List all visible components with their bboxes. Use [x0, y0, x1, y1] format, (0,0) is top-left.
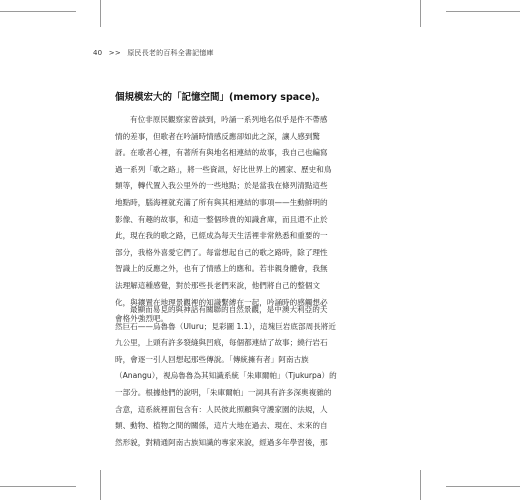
paragraph-2: [115, 302, 380, 451]
crop-mark-top-right-h: [446, 11, 520, 12]
crop-mark-bottom-right-v: [420, 470, 421, 500]
paragraph-line: 會格外強烈吧。: [115, 314, 169, 324]
crop-mark-top-left-v: [100, 0, 101, 27]
paragraph-line: 過一系列「歌之路」，將一些資訊，好比世界上的國家、歷史和鳥: [115, 164, 332, 174]
paragraph-line: 此，現在我的歌之路，已經成為每天生活裡非常熟悉和重要的一: [115, 231, 328, 241]
paragraph-line: 法理解這種感覺，對於那些長老們來說，他們將自己的整個文: [115, 280, 321, 290]
page-number: 40: [93, 49, 103, 57]
paragraph-line: 然巨石——烏魯魯（Uluru；見彩圖 1.1），這塊巨岩底部周長將近: [115, 321, 336, 331]
paragraph-1: [115, 112, 380, 328]
paragraph-line: 然形貌，對精通阿南古族知識的專家來說，經過多年學習後，那: [115, 437, 328, 447]
paragraph-line: 類等，轉代置入我公里外的一些地點；於是當我在條列清點這些: [115, 181, 328, 191]
crop-mark-bottom-left-h: [0, 486, 76, 487]
paragraph-line: 化，與鑲置在地理景觀裡的知識繫縛在一起，吟誦時的感觸想必: [115, 297, 328, 307]
crop-mark-top-left-h: [0, 11, 76, 12]
book-title: 原民長老的百科全書記憶庫: [127, 49, 214, 57]
paragraph-line: 有位非原民觀察家曾談到，吟誦一系列地名似乎是件不帶感: [130, 115, 328, 124]
section-heading: 個規模宏大的「記憶空間」(memory space)。: [115, 92, 326, 103]
crop-mark-bottom-right-h: [446, 486, 520, 487]
paragraph-line: 影像、有趣的故事，和這一整個珍貴的知識倉庫，而且還不止於: [115, 214, 328, 224]
paragraph-line: 訝。在歌者心裡，有著所有與地名相連結的故事，我自己也編寫: [115, 148, 328, 158]
paragraph-line: 一部分。根據他們的說明，「朱庫爾帕」一詞具有許多深奧複雜的: [115, 387, 332, 397]
crop-mark-top-right-v: [420, 0, 421, 27]
paragraph-line: 情的差事，但歌者在吟誦時情感反應卻如此之深，讓人感到驚: [115, 131, 321, 141]
running-head-separator: >>: [108, 49, 121, 57]
running-head: [93, 48, 218, 58]
crop-mark-bottom-left-v: [100, 470, 101, 500]
paragraph-line: 時，會逐一引人回想起那些傳說。「傳統擁有者」阿南古族: [115, 354, 309, 364]
paragraph-line: 地點時，腦海裡就充滿了所有與其相連結的事項——生動鮮明的: [115, 197, 328, 207]
paragraph-line: 類、動物、植物之間的關係，這片大地在過去、現在、未來的自: [115, 421, 328, 431]
paragraph-line: 最顯而易見的與神話有關聯的自然景觀，是中澳大利亞的天: [130, 305, 328, 314]
paragraph-line: 部分，我格外喜愛它們了。每當想起自己的歌之路時，除了理性: [115, 247, 328, 257]
paragraph-line: （Anangu），視烏魯魯為其知識系統「朱庫爾帕」（Tjukurpa）的: [115, 371, 337, 381]
paragraph-line: 智識上的反應之外，也有了情感上的應和。若非親身體會，我無: [115, 264, 328, 274]
paragraph-line: 含意，這系統裡面包含有：人民彼此照顧與守護家園的法規，人: [115, 404, 328, 414]
paragraph-line: 九公里，上頭有許多裂縫與凹痕，每個都連結了故事；繞行岩石: [115, 338, 328, 348]
